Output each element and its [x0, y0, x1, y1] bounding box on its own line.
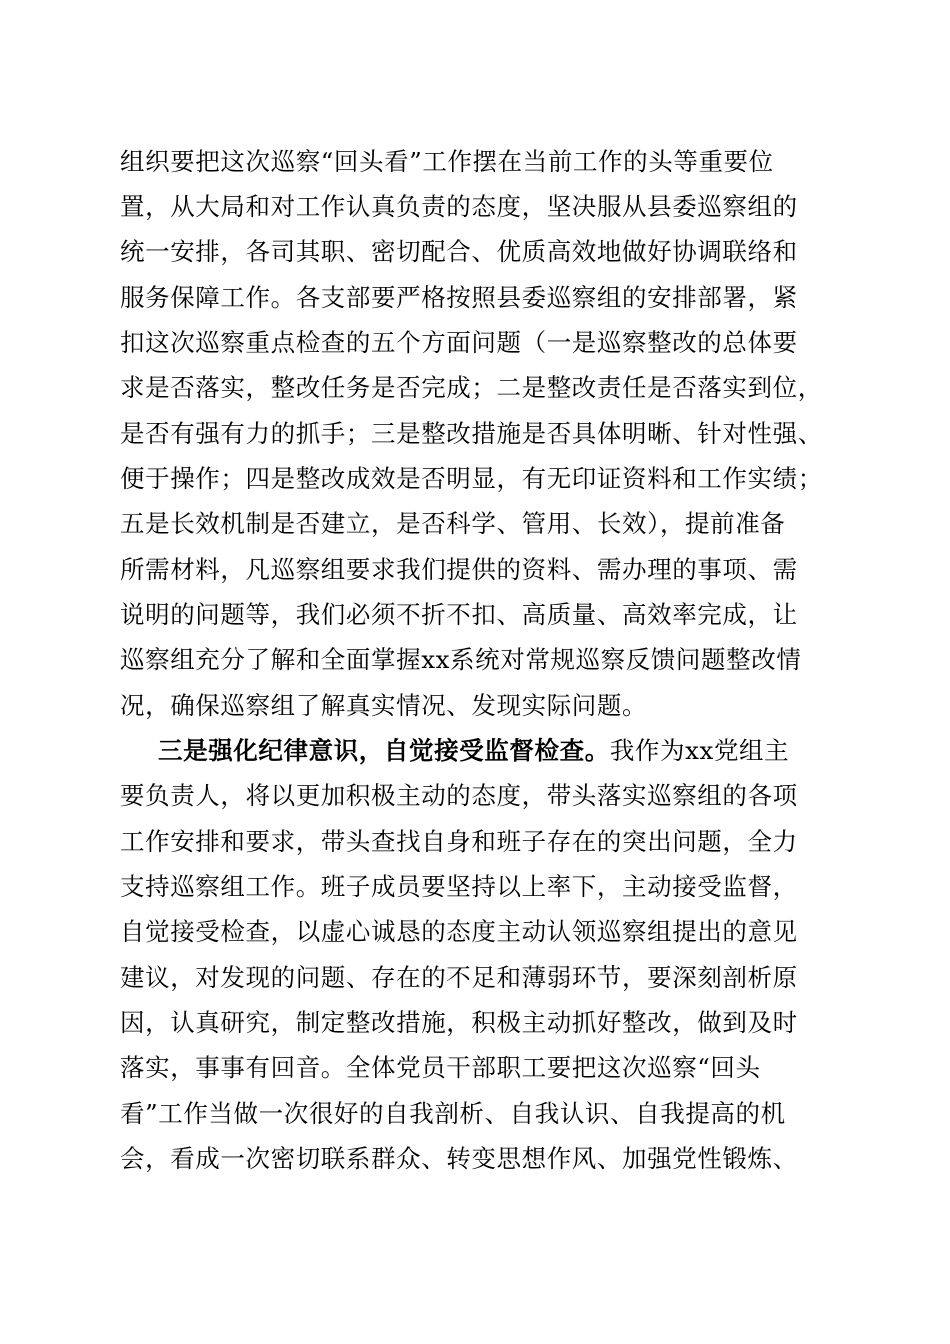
text-line: 落实，事事有回音。全体党员干部职工要把这次巡察“回头 — [120, 1053, 761, 1082]
text-line: 工作安排和要求，带头查找自身和班子存在的突出问题，全力 — [120, 827, 798, 856]
text-line: 看”工作当做一次很好的自我剖析、自我认识、自我提高的机 — [120, 1099, 786, 1128]
text-line: 是否有强有力的抓手；三是整改措施是否具体明晰、针对性强、 — [120, 419, 823, 448]
text-line: 因，认真研究，制定整改措施，积极主动抓好整改，做到及时 — [120, 1008, 798, 1037]
text-line: 求是否落实，整改任务是否完成；二是整改责任是否落实到位， — [120, 373, 823, 402]
text-line: 会，看成一次密切联系群众、转变思想作风、加强党性锻炼、 — [120, 1144, 798, 1173]
text-span: 我作为xx党组主 — [609, 736, 790, 765]
text-line: 组织要把这次巡察“回头看”工作摆在当前工作的头等重要位 — [120, 147, 774, 176]
text-line: 服务保障工作。各支部要严格按照县委巡察组的安排部署，紧 — [120, 283, 798, 312]
text-line: 巡察组充分了解和全面掌握xx系统对常规巡察反馈问题整改情 — [120, 645, 802, 674]
text-line: 自觉接受检查，以虚心诚恳的态度主动认领巡察组提出的意见 — [120, 917, 798, 946]
text-line: 置，从大局和对工作认真负责的态度，坚决服从县委巡察组的 — [120, 192, 798, 221]
text-line: 说明的问题等，我们必须不折不扣、高质量、高效率完成，让 — [120, 600, 798, 629]
text-line: 况，确保巡察组了解真实情况、发现实际问题。 — [120, 691, 648, 720]
text-line: 要负责人，将以更加积极主动的态度，带头落实巡察组的各项 — [120, 781, 798, 810]
text-line: 统一安排，各司其职、密切配合、优质高效地做好协调联络和 — [120, 237, 798, 266]
text-line: 支持巡察组工作。班子成员要坚持以上率下，主动接受监督， — [120, 872, 798, 901]
text-line: 五是长效机制是否建立，是否科学、管用、长效），提前准备 — [120, 509, 786, 538]
text-line: 扣这次巡察重点检查的五个方面问题（一是巡察整改的总体要 — [120, 328, 798, 357]
paragraph-heading: 三是强化纪律意识，自觉接受监督检查。 — [158, 736, 610, 765]
paragraph-first-line — [158, 732, 789, 770]
text-line: 便于操作；四是整改成效是否明显，有无印证资料和工作实绩； — [120, 464, 823, 493]
text-line: 所需材料，凡巡察组要求我们提供的资料、需办理的事项、需 — [120, 555, 798, 584]
text-line: 建议，对发现的问题、存在的不足和薄弱环节，要深刻剖析原 — [120, 963, 798, 992]
